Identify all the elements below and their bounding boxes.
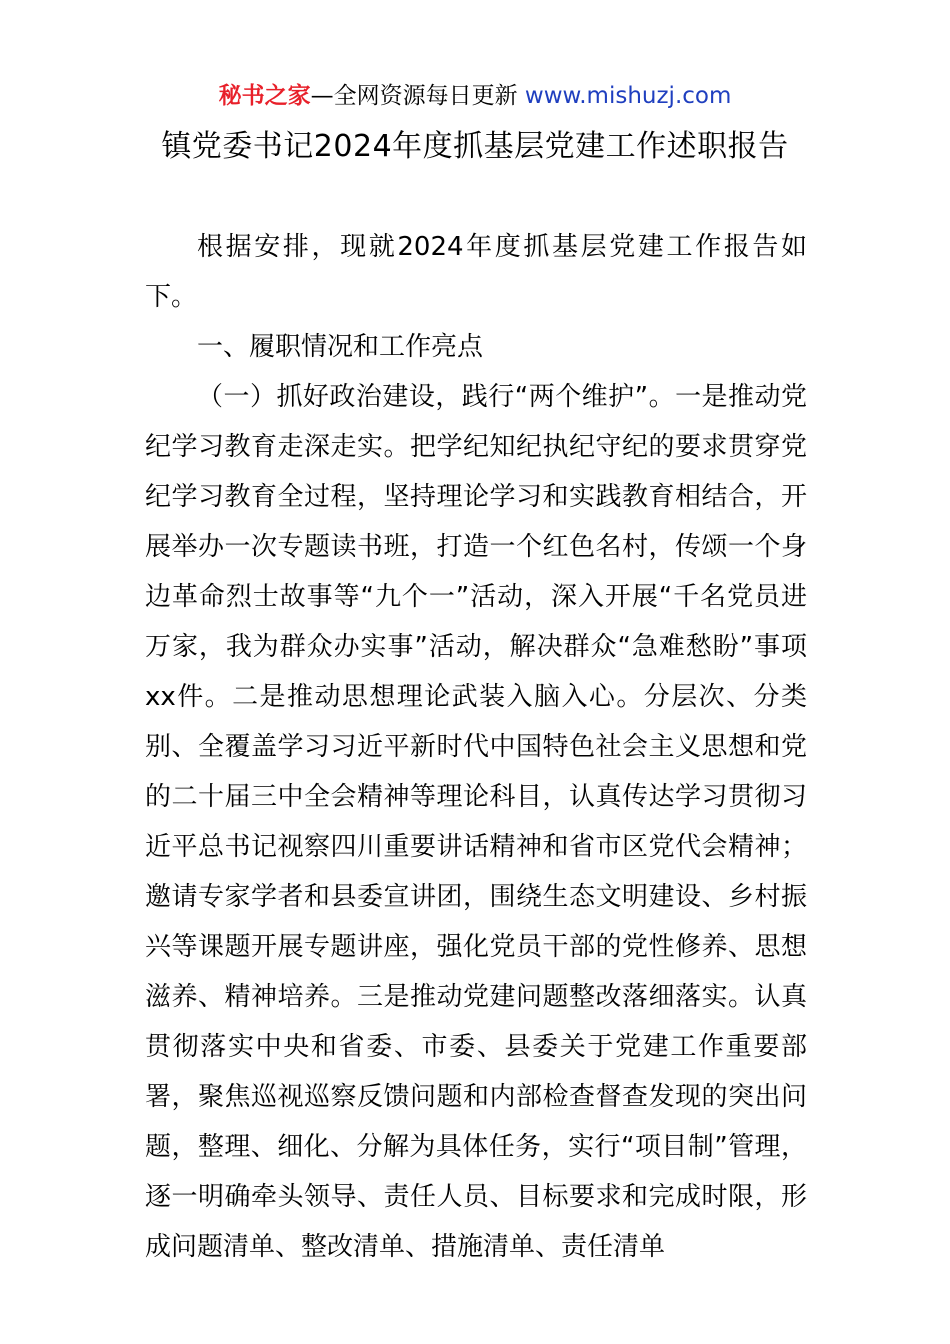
document-body (145, 222, 807, 1272)
site-brand: 秘书之家 (218, 83, 311, 109)
site-tagline: —全网资源每日更新 (310, 83, 525, 109)
body-paragraph: （一）抓好政治建设，践行“两个维护”。一是推动党纪学习教育走深走实。把学纪知纪执纪守纪的要求贯穿党纪学习教育全过程，坚持理论学习和实践教育相结合，开展举办一次专题读书班，打造一个红色名村，传颂一个身边革命烈士故事等“九个一”活动，深入开展“千名党员进万家，我为群众办实事”活动，解决群众“急难愁盼”事项xx件。二是推动思想理论武装入脑入心。分层次、分类别、全覆盖学习习近平新时代中国特色社会主义思想和党的二十届三中全会精神等理论科目，认真传达学习贯彻习近平总书记视察四川重要讲话精神和省市区党代会精神；邀请专家学者和县委宣讲团，围绕生态文明建设、乡村振兴等课题开展专题讲座，强化党员干部的党性修养、思想滋养、精神培养。三是推动党建问题整改落细落实。认真贯彻落实中央和省委、市委、县委关于党建工作重要部署，聚焦巡视巡察反馈问题和内部检查督查发现的突出问题，整理、细化、分解为具体任务，实行“项目制”管理，逐一明确牵头领导、责任人员、目标要求和完成时限，形成问题清单、整改清单、措施清单、责任清单 (145, 382, 807, 1262)
site-banner (0, 80, 950, 112)
document-title: 镇党委书记2024年度抓基层党建工作述职报告 (161, 129, 789, 164)
intro-paragraph: 根据安排，现就2024年度抓基层党建工作报告如下。 (145, 232, 807, 312)
site-url-link[interactable]: www.mishuzj.com (524, 83, 732, 109)
section-heading: 一、履职情况和工作亮点 (197, 332, 484, 362)
